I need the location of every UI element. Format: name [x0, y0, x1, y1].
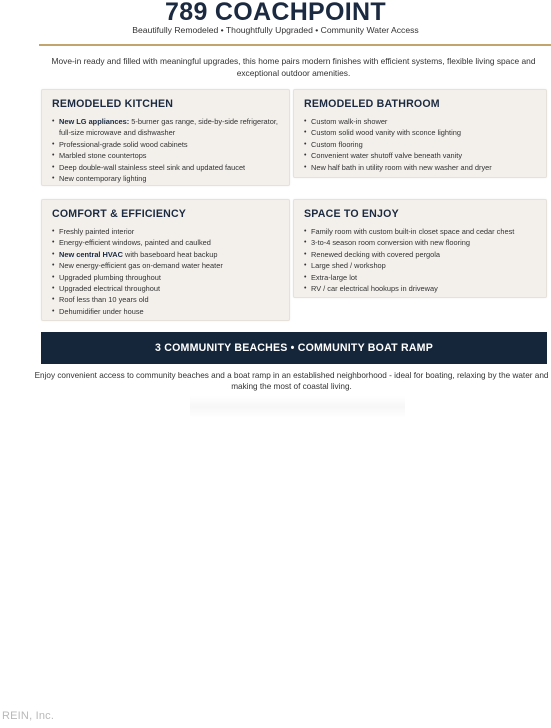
feature-item	[52, 226, 283, 237]
bullet-icon: •	[304, 129, 307, 137]
feature-item	[304, 127, 540, 138]
faded-text-smudge	[190, 396, 405, 418]
feature-list	[52, 116, 283, 184]
bullet-icon: •	[52, 285, 55, 293]
card-title: REMODELED KITCHEN	[52, 98, 174, 110]
bullet-icon: •	[52, 152, 55, 160]
feature-text: with baseboard heat backup	[122, 249, 218, 259]
feature-item	[52, 294, 283, 305]
feature-item	[304, 226, 540, 237]
community-banner: 3 COMMUNITY BEACHES • COMMUNITY BOAT RAMP	[41, 332, 547, 364]
bullet-icon: •	[304, 262, 307, 270]
feature-text: Convenient water shutoff valve beneath vanity	[311, 151, 463, 161]
bullet-icon: •	[52, 250, 55, 258]
feature-text: Renewed decking with covered pergola	[311, 249, 441, 259]
feature-text: Custom solid wood vanity with sconce lighting	[311, 128, 461, 138]
feature-list	[52, 226, 283, 317]
card-comfort-efficiency	[41, 199, 290, 321]
bullet-icon: •	[304, 228, 307, 235]
bullet-icon: •	[304, 163, 307, 171]
card-space-to-enjoy	[293, 199, 547, 298]
feature-text: RV / car electrical hookups in driveway	[311, 284, 438, 294]
page-subtitle: Beautifully Remodeled • Thoughtfully Upgraded • Community Water Access	[132, 25, 419, 35]
bullet-icon: •	[304, 285, 307, 293]
feature-text: Extra-large lot	[311, 272, 358, 282]
feature-item	[52, 260, 283, 271]
card-remodeled-bathroom	[293, 89, 547, 178]
feature-item	[52, 162, 283, 173]
feature-text: New half bath in utility room with new washer and dryer	[311, 162, 492, 172]
feature-text: New contemporary lighting	[59, 174, 147, 184]
bullet-icon: •	[52, 307, 55, 315]
bullet-icon: •	[52, 239, 55, 247]
bullet-icon: •	[304, 250, 307, 258]
feature-text: New energy-efficient gas on-demand water heater	[59, 261, 223, 271]
bullet-icon: •	[52, 175, 55, 183]
bullet-icon: •	[52, 163, 55, 171]
feature-item	[304, 249, 540, 260]
feature-text: 5-burner gas range, side-by-side refrigerator, full-size microwave and dishwasher	[59, 117, 278, 138]
feature-item	[52, 173, 283, 184]
feature-item	[52, 306, 283, 317]
feature-item	[52, 237, 283, 248]
bullet-icon: •	[52, 228, 55, 235]
card-title: REMODELED BATHROOM	[304, 98, 440, 110]
bullet-icon: •	[304, 239, 307, 247]
feature-text: Custom walk-in shower	[311, 117, 388, 126]
feature-text: Deep double-wall stainless steel sink and updated faucet	[59, 162, 246, 172]
bullet-icon: •	[304, 152, 307, 160]
bullet-icon: •	[52, 140, 55, 148]
feature-item	[304, 139, 540, 150]
card-title: SPACE TO ENJOY	[304, 208, 399, 220]
card-title: COMFORT & EFFICIENCY	[52, 208, 187, 220]
feature-item	[304, 116, 540, 127]
feature-item	[52, 116, 283, 139]
feature-item	[304, 162, 540, 173]
feature-item	[304, 237, 540, 248]
feature-text: Dehumidifier under house	[59, 306, 144, 316]
rein-logo-watermark: REIN, Inc.	[2, 710, 55, 722]
bullet-icon: •	[304, 273, 307, 281]
feature-list	[304, 226, 540, 294]
feature-highlight: New LG appliances:	[59, 117, 130, 126]
bullet-icon: •	[52, 262, 55, 270]
feature-item	[52, 272, 283, 283]
feature-item	[304, 272, 540, 283]
bullet-icon: •	[52, 118, 55, 125]
bullet-icon: •	[304, 140, 307, 148]
feature-text: Marbled stone countertops	[59, 151, 147, 161]
feature-item	[304, 283, 540, 294]
feature-text: Professional-grade solid wood cabinets	[59, 139, 188, 149]
feature-text: Large shed / workshop	[311, 261, 386, 271]
gold-divider	[39, 44, 551, 46]
feature-item	[52, 249, 283, 260]
feature-item	[304, 150, 540, 161]
feature-text: Roof less than 10 years old	[59, 295, 149, 305]
feature-text: Custom flooring	[311, 139, 363, 149]
feature-text: 3-to-4 season room conversion with new flooring	[311, 238, 470, 248]
intro-paragraph: Move-in ready and filled with meaningful upgrades, this home pairs modern finishes with efficient systems, flexible living space and exceptional outdoor amenities.	[51, 56, 536, 78]
feature-text: Upgraded plumbing throughout	[59, 272, 161, 282]
feature-item	[52, 139, 283, 150]
bullet-icon: •	[304, 118, 307, 125]
card-remodeled-kitchen	[41, 89, 290, 186]
feature-text: Upgraded electrical throughout	[59, 284, 161, 294]
feature-highlight: New central HVAC	[59, 249, 123, 259]
feature-item	[52, 283, 283, 294]
outro-paragraph: Enjoy convenient access to community beaches and a boat ramp in an established neighborhood - ideal for boating, relaxing by the water and making the most of coastal living.	[34, 371, 549, 392]
page-title: 789 COACHPOINT	[165, 0, 386, 26]
feature-list	[304, 116, 540, 173]
bullet-icon: •	[52, 273, 55, 281]
feature-item	[304, 260, 540, 271]
feature-item	[52, 150, 283, 161]
feature-text: Energy-efficient windows, painted and caulked	[59, 238, 211, 248]
feature-text: Family room with custom built-in closet space and cedar chest	[311, 227, 515, 236]
bullet-icon: •	[52, 296, 55, 304]
feature-text: Freshly painted interior	[59, 227, 135, 236]
